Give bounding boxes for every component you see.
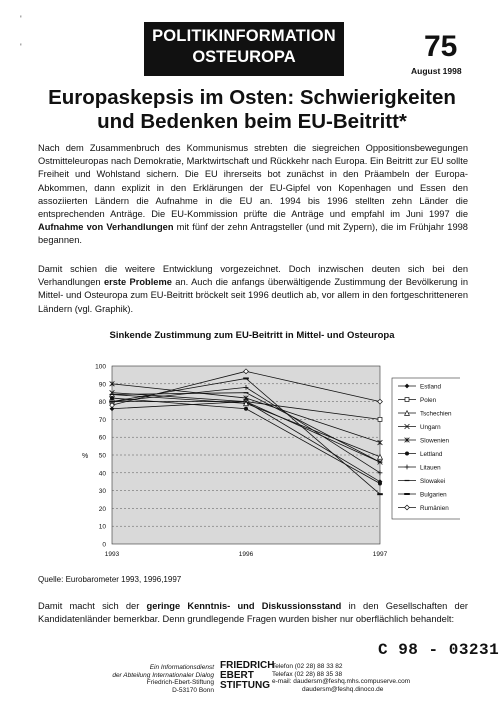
y-tick-label: 40	[98, 470, 106, 478]
y-tick-label: 50	[98, 452, 106, 460]
chart-source: Quelle: Eurobarometer 1993, 1996,1997	[38, 575, 182, 584]
paragraph-text: Damit macht sich der	[38, 601, 147, 611]
legend-label: Slowakei	[420, 478, 446, 485]
logo-line: STIFTUNG	[220, 680, 270, 691]
legend-label: Ungarn	[420, 424, 441, 431]
y-tick-label: 90	[98, 381, 106, 389]
y-tick-label: 60	[98, 434, 106, 442]
paragraph-text: in den Gesellschaften der Kandidatenländer bemerkbar. Denn grundlegende Fragen wurden bisher nur oberflächlich behandelt:	[38, 601, 468, 625]
footer-line: Ein Informationsdienst	[149, 664, 214, 671]
paragraph-text: mit fünf der zehn Antragsteller (und mit Zypern), die im Frühjahr 1998 begannen.	[38, 222, 468, 246]
data-point	[377, 493, 383, 495]
y-tick-label: 0	[102, 541, 106, 549]
logo-line: FRIEDRICH	[220, 660, 275, 671]
paragraph-bold: erste Probleme	[103, 277, 172, 288]
y-tick-label: 20	[98, 505, 106, 513]
footer-email-alt: daudersm@feshq.dinoco.de	[302, 685, 384, 693]
y-tick-label: 30	[98, 488, 106, 496]
footer-publisher	[60, 664, 214, 694]
legend-label: Rumänien	[420, 505, 449, 512]
y-tick-label: 80	[98, 399, 106, 407]
legend-label: Lettland	[420, 451, 443, 458]
y-axis-label: %	[82, 453, 89, 460]
x-tick-label: 1996	[238, 551, 254, 558]
footer-contact	[272, 663, 472, 693]
y-tick-label: 10	[98, 523, 106, 531]
footer-email: e-mail: daudersm@feshq.mhs.compuserve.com	[272, 678, 411, 686]
paragraph-intro	[38, 142, 468, 248]
footer-line: der Abteilung Internationaler Dialog	[112, 671, 214, 679]
brand-line1: POLITIKINFORMATION	[152, 27, 336, 45]
archive-stamp: C 98 - 03231	[378, 641, 500, 659]
paragraph-text: Damit schien die weitere Entwicklung vorgezeichnet. Doch inzwischen deuten sich bei den Verhandlungen	[38, 264, 468, 288]
issue-date: August 1998	[411, 66, 462, 76]
legend-label: Polen	[420, 397, 437, 404]
paragraph-knowledge	[38, 600, 468, 626]
issue-number: 75	[424, 30, 458, 63]
margin-mark: '	[20, 14, 22, 24]
paragraph-problems	[38, 263, 468, 316]
legend-label: Bulgarien	[420, 491, 447, 499]
y-tick-label: 100	[95, 363, 106, 371]
data-point	[378, 481, 382, 485]
legend-label: Tschechien	[420, 410, 452, 418]
legend-marker	[405, 452, 409, 456]
y-tick-label: 70	[98, 416, 106, 424]
data-point	[244, 407, 248, 411]
legend-label: Litauen	[420, 464, 441, 472]
paragraph-bold: geringe Kenntnis- und Diskussionsstand	[146, 601, 342, 611]
chart-title: Sinkende Zustimmung zum EU-Beitritt in Mittel- und Osteuropa	[109, 330, 395, 341]
x-tick-label: 1997	[372, 551, 388, 558]
legend-marker	[405, 398, 409, 402]
brand-line2: OSTEUROPA	[192, 48, 296, 66]
paragraph-text: an. Auch die anfangs überwältigende Zustimmung der Bevölkerung in Mittel- und Osteuropa zum EU-Beitritt bröckelt seit 1996 deutlich ab, vor allem in den fortgeschritteneren Ländern (vgl. Graphik).	[38, 277, 468, 314]
logo-line: EBERT	[220, 670, 254, 681]
legend-label: Estland	[420, 383, 442, 391]
footer-line: D-53170 Bonn	[172, 686, 214, 694]
line-chart	[60, 356, 460, 566]
data-point	[378, 417, 382, 421]
footer-phone: Telefon (02 28) 88 33 82	[272, 663, 343, 670]
paragraph-bold: Aufnahme von Verhandlungen	[38, 222, 174, 233]
legend-marker	[404, 493, 410, 495]
legend-label: Slowenien	[420, 437, 450, 445]
data-point	[243, 377, 249, 379]
footer-fax: Telefax (02 28) 88 35 38	[272, 670, 343, 678]
page-title: Europaskepsis im Osten: Schwierigkeiten und Bedenken beim EU-Beitritt*	[48, 86, 456, 133]
fes-logo	[220, 660, 275, 691]
paragraph-text: Nach dem Zusammenbruch des Kommunismus strebten die siegreichen Oppositionsbewegungen Ostmitteleuropas nach Demokratie, Marktwirtschaft und Rückkehr nach Europa. Ein Beitritt zur EU sollte Freiheit und Wohlstand sichern. Die EU ihrerseits bot zunächst in den Präambeln der Europa-Abkommen, dann explizit in den Erklärungen der EU-Gipfel von Kopenhagen und Essen den assoziierten Ländern die Aufnahme in die EU an. 1994 bis 1996 stellten zehn Länder die entsprechenden Anträge. Die EU-Kommission prüfte die Anträge und empfahl im Juni 1997 die	[38, 143, 468, 220]
x-tick-label: 1993	[104, 551, 120, 558]
brand-banner	[144, 22, 344, 76]
footer-line: Friedrich-Ebert-Stiftung	[146, 679, 214, 687]
margin-mark: '	[20, 42, 22, 52]
